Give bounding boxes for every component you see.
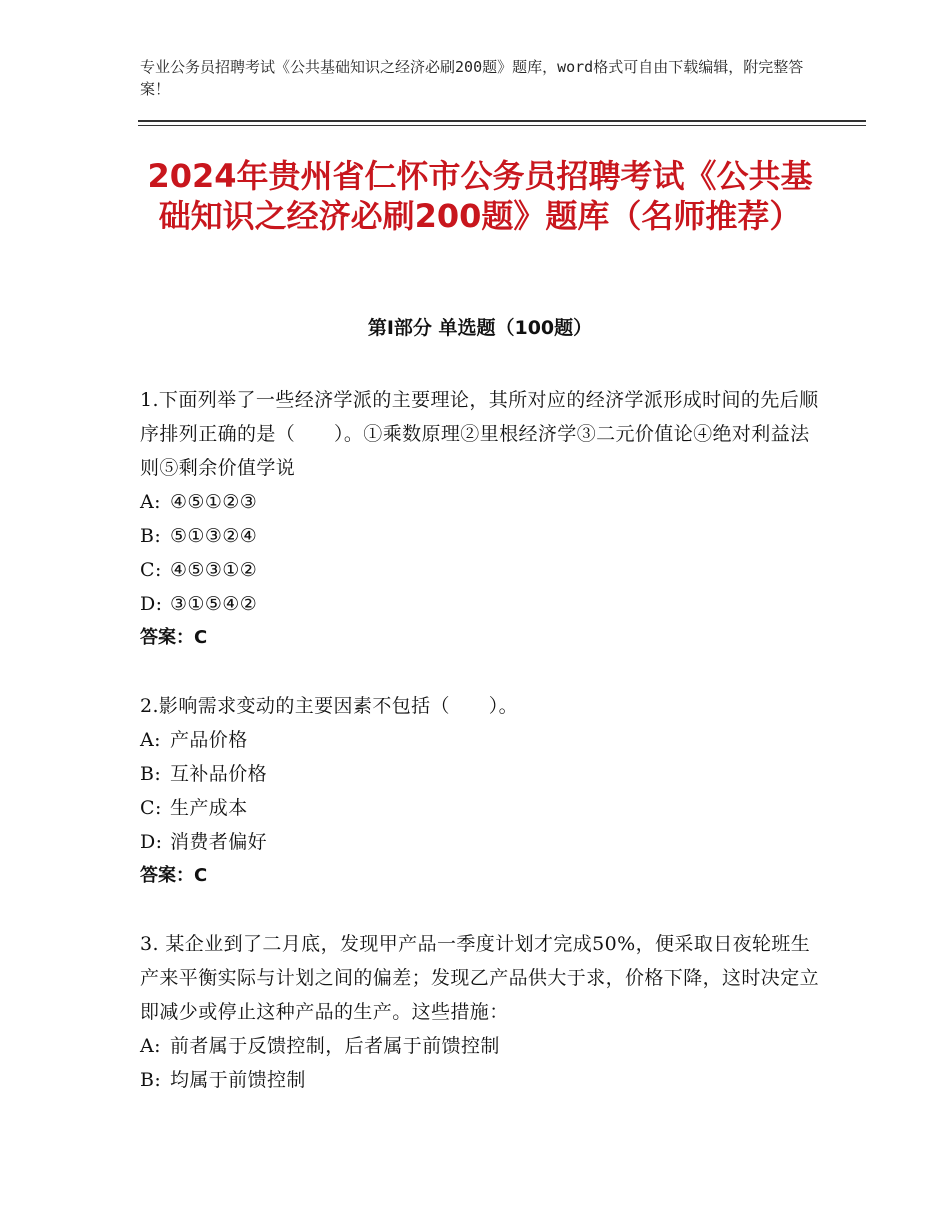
option-a [140, 1029, 820, 1063]
option-key: B: [140, 525, 162, 547]
option-text: 生产成本 [170, 797, 248, 819]
option-key: B: [140, 1069, 162, 1091]
question-2 [140, 689, 820, 893]
option-text: 均属于前馈控制 [170, 1069, 306, 1091]
option-c [140, 553, 820, 587]
option-text: 消费者偏好 [170, 831, 268, 853]
option-b [140, 757, 820, 791]
option-key: C: [140, 559, 162, 581]
option-key: A: [140, 491, 161, 513]
option-text: ⑤①③②④ [170, 525, 258, 547]
option-d [140, 587, 820, 621]
header-divider-thin [138, 125, 866, 126]
option-c [140, 791, 820, 825]
header-divider-thick [138, 120, 866, 122]
option-a [140, 485, 820, 519]
document-title: 2024年贵州省仁怀市公务员招聘考试《公共基础知识之经济必刷200题》题库（名师推荐） [147, 157, 813, 235]
question-1 [140, 383, 820, 655]
question-stem: 3. 某企业到了二月底，发现甲产品一季度计划才完成50%，便采取日夜轮班生产来平衡实际与计划之间的偏差；发现乙产品供大于求，价格下降，这时决定立即减少或停止这种产品的生产。这些措施： [140, 933, 820, 1023]
option-text: ④⑤③①② [170, 559, 258, 581]
option-a [140, 723, 820, 757]
option-key: D: [140, 593, 163, 615]
option-key: C: [140, 797, 162, 819]
option-text: ③①⑤④② [170, 593, 258, 615]
option-text: 前者属于反馈控制，后者属于前馈控制 [170, 1035, 500, 1057]
section-title: 第Ⅰ部分 单选题（100题） [367, 317, 593, 339]
option-key: B: [140, 763, 162, 785]
option-text: 产品价格 [170, 729, 248, 751]
option-key: A: [140, 1035, 161, 1057]
header-note: 专业公务员招聘考试《公共基础知识之经济必刷200题》题库，word格式可自由下载编辑，附完整答案！ [140, 58, 804, 98]
option-d [140, 825, 820, 859]
option-text: ④⑤①②③ [170, 491, 258, 513]
answer: 答案：C [140, 627, 208, 648]
question-stem: 2.影响需求变动的主要因素不包括（ ）。 [140, 695, 519, 717]
option-b [140, 1063, 820, 1097]
answer: 答案：C [140, 865, 208, 886]
question-3 [140, 927, 820, 1097]
option-key: D: [140, 831, 163, 853]
option-key: A: [140, 729, 161, 751]
option-text: 互补品价格 [170, 763, 268, 785]
option-b [140, 519, 820, 553]
question-stem: 1.下面列举了一些经济学派的主要理论，其所对应的经济学派形成时间的先后顺序排列正确的是（ ）。①乘数原理②里根经济学③二元价值论④绝对利益法则⑤剩余价值学说 [140, 389, 819, 479]
